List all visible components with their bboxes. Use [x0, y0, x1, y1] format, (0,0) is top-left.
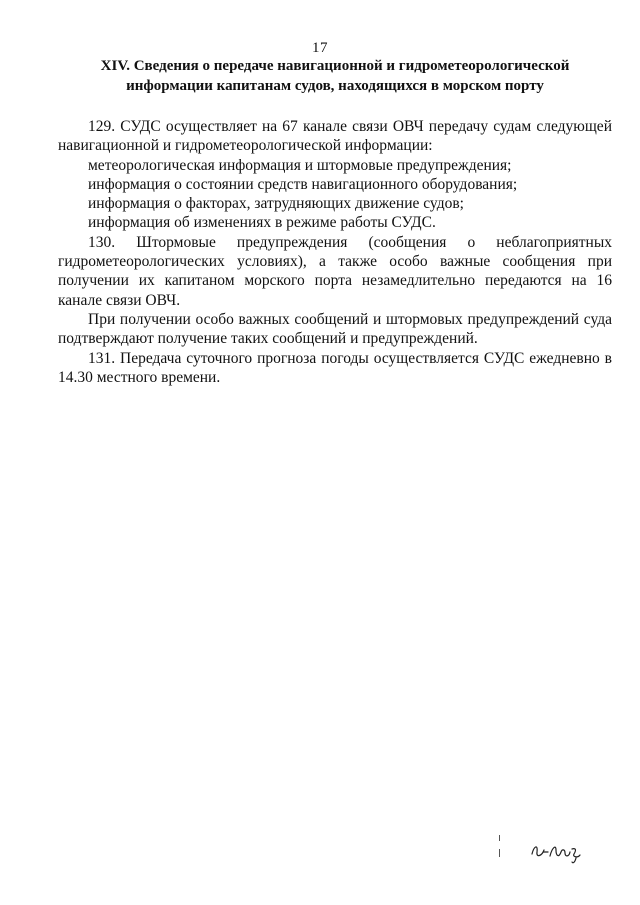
- margin-mark-icon: [498, 835, 501, 857]
- list-item: метеорологическая информация и штормовые предупреждения;: [88, 156, 512, 174]
- paragraph-130-confirmation: При получении особо важных сообщений и штормовых предупреждений суда подтверждают получение таких сообщений и предупреждений.: [58, 310, 612, 348]
- section-heading: [60, 56, 610, 96]
- list-item: информация о факторах, затрудняющих движение судов;: [88, 195, 464, 213]
- paragraph-130: гидрометеорологических условиях), а также особо важные сообщения при получении их капитаном морского порта незамедлительно передаются на 16 канале связи ОВЧ.: [58, 253, 612, 309]
- section-title-line-1: XIV. Сведения о передаче навигационной и гидрометеорологической: [100, 58, 570, 74]
- paragraph-129: 129. СУДС осуществляет на 67 канале связи ОВЧ передачу судам следующей навигационной и гидрометеорологической информации:: [58, 118, 612, 155]
- paragraph-130-first-line: 130. Штормовые предупреждения (сообщения о неблагоприятных: [88, 233, 612, 251]
- handwritten-initials-icon: [528, 836, 584, 866]
- document-body: [58, 117, 612, 387]
- list-item: информация об изменениях в режиме работы СУДС.: [88, 214, 436, 232]
- page-number: 17: [312, 40, 328, 56]
- section-title-line-2: информации капитанам судов, находящихся в морском порту: [126, 78, 544, 94]
- paragraph-131: 131. Передача суточного прогноза погоды осуществляется СУДС ежедневно в 14.30 местного времени.: [58, 349, 612, 386]
- list-item: информация о состоянии средств навигационного оборудования;: [88, 175, 518, 193]
